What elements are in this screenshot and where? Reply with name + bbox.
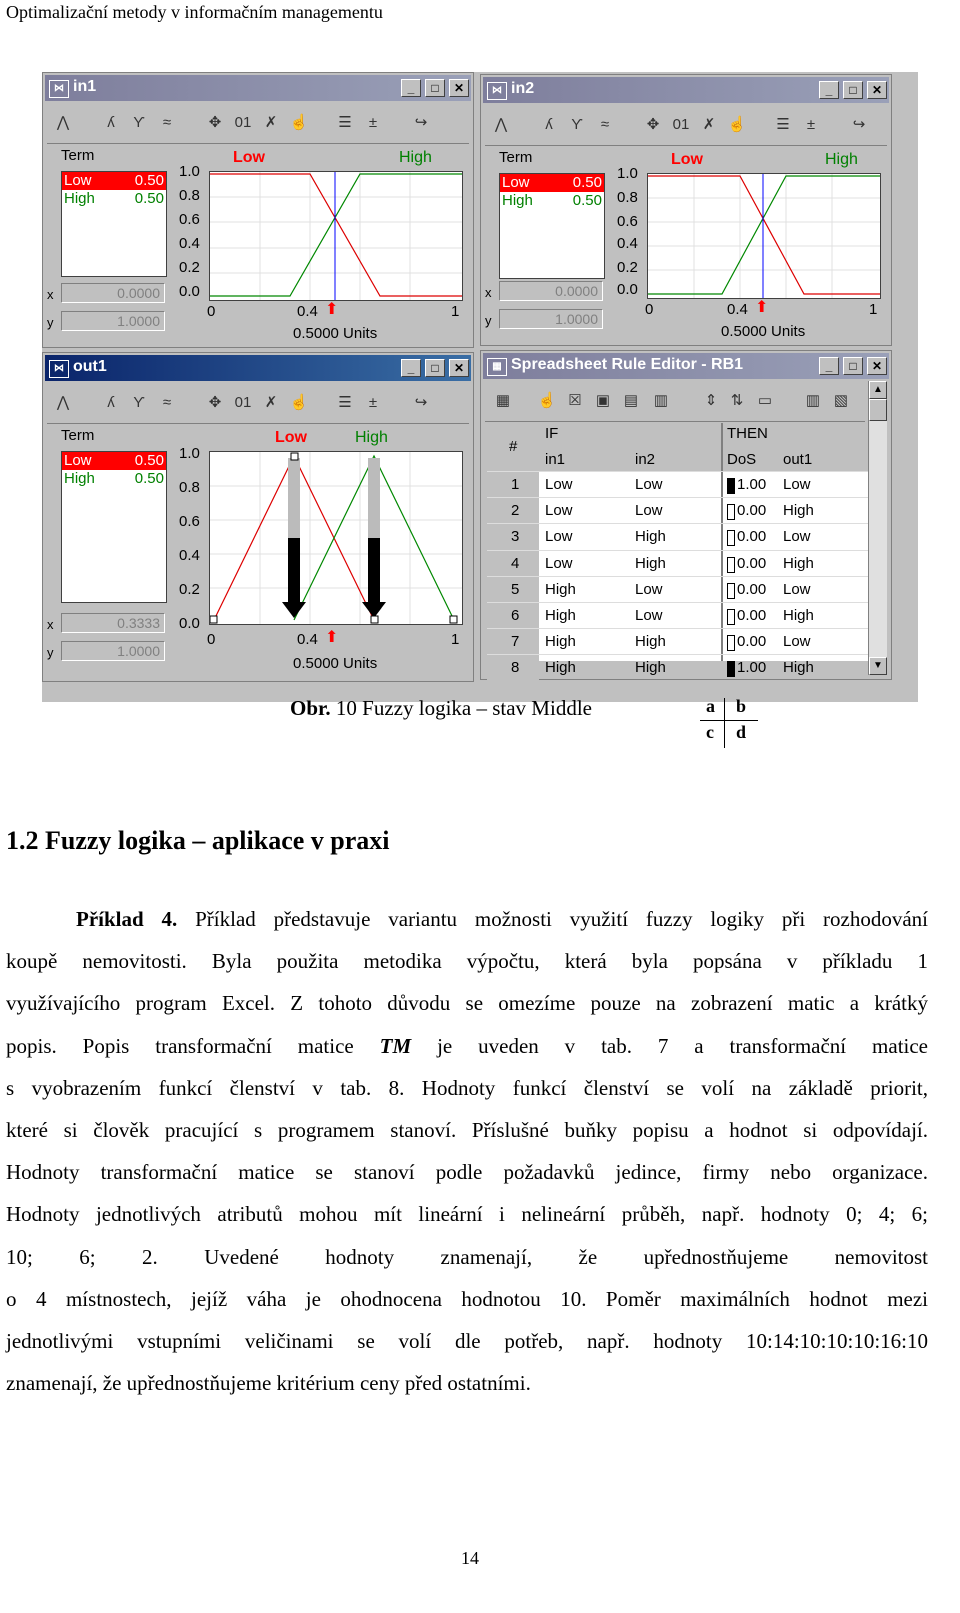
table-row[interactable] (487, 471, 869, 498)
rule-in1[interactable]: High (545, 580, 576, 598)
rule-in2[interactable]: High (635, 633, 666, 651)
rule-dos[interactable]: 1.00 (737, 476, 767, 493)
rule-in1[interactable]: High (545, 633, 576, 651)
caption-label: Obr. (290, 696, 331, 720)
cursor-arrow-icon[interactable]: ⬆ (325, 301, 339, 318)
maximize-button[interactable]: □ (425, 79, 445, 97)
scroll-up-icon[interactable]: ▲ (869, 381, 887, 399)
titlebar-in1[interactable] (45, 75, 471, 101)
header-then: THEN (727, 425, 768, 442)
table2-icon[interactable]: ▥ (653, 392, 669, 409)
x-label: x (47, 617, 54, 632)
xtick-label: 0.4 (297, 303, 318, 320)
series-label-low: Low (671, 151, 703, 168)
body-paragraph (6, 898, 928, 1404)
fuzzy-app-icon: ⋈ (49, 360, 69, 378)
rule-table[interactable] (487, 423, 869, 677)
term-label: Term (61, 427, 95, 444)
x-field[interactable]: 0.3333 (61, 613, 165, 633)
rule-dos[interactable]: 0.00 (737, 554, 767, 572)
window-icon[interactable]: ▭ (757, 392, 773, 409)
y-field[interactable]: 1.0000 (61, 641, 165, 661)
window-title: in2 (511, 80, 535, 97)
table-icon[interactable]: ▤ (623, 392, 639, 409)
text-line: znamenají, že upřednostňujeme kritérium ceny před ostatními. (6, 1371, 531, 1396)
term-list[interactable] (61, 451, 167, 603)
rule-out1[interactable]: High (783, 554, 814, 572)
rule-in2[interactable]: Low (635, 476, 663, 493)
xtick-label: 0 (207, 303, 216, 320)
cross-icon[interactable]: ✗ (264, 114, 278, 131)
plus-minus-icon[interactable]: ± (806, 116, 816, 133)
rule-in1[interactable]: Low (545, 528, 573, 546)
series-label-high: High (825, 151, 858, 168)
scroll-down-icon[interactable]: ▼ (869, 657, 887, 675)
ytick-label: 0.4 (179, 547, 200, 564)
rule-in1[interactable]: Low (545, 502, 573, 520)
titlebar-out1[interactable] (45, 355, 471, 381)
header-in1[interactable]: in1 (545, 451, 566, 468)
units-label: 0.5000 Units (721, 323, 806, 340)
term-row-low[interactable]: Low 0.50 (502, 174, 602, 191)
move-icon[interactable]: ✥ (208, 394, 222, 411)
toolbar (47, 105, 469, 144)
updown-icon[interactable]: ⇕ (704, 392, 718, 409)
hand-icon[interactable]: ☝ (289, 114, 309, 131)
dos-gauge-icon (727, 530, 735, 546)
edit-term-icon[interactable]: ⋀ (494, 116, 508, 133)
window-rule-editor (480, 350, 892, 680)
table-row[interactable] (487, 523, 869, 550)
plus-minus-icon[interactable]: ± (368, 114, 378, 131)
ytick-label: 0.4 (179, 235, 200, 252)
series-low-line (210, 174, 462, 296)
key-c: c (706, 722, 714, 742)
ytick-label: 0.2 (179, 259, 200, 276)
text-line: o 4 místnostech, jejíž váha je ohodnocena hodnotou 10. Poměr maximálních hodnot mezi (6, 1286, 928, 1311)
clear-icon[interactable]: ☒ (568, 392, 582, 409)
low-degree-bar-filled (288, 538, 300, 604)
xtick-label: 0 (207, 631, 216, 648)
close-button[interactable]: ✕ (867, 357, 887, 375)
rule-dos[interactable]: 0.00 (737, 580, 767, 598)
hand-icon[interactable]: ☝ (537, 392, 557, 409)
ytick-label: 0.6 (179, 211, 200, 228)
shape3-icon[interactable]: ≈ (600, 116, 610, 133)
dos-gauge-icon (727, 557, 735, 573)
rule-out1[interactable]: High (783, 607, 814, 624)
xtick-label: 1 (451, 303, 460, 320)
table-row[interactable] (487, 602, 869, 629)
xtick-label: 1 (451, 631, 460, 648)
rule-out1[interactable]: High (783, 659, 814, 677)
y-label: y (485, 313, 492, 328)
toolbar (485, 383, 865, 422)
ytick-label: 0.8 (179, 187, 200, 204)
series-high-line (210, 174, 462, 296)
rule-in1[interactable]: Low (545, 476, 573, 493)
shape-icon[interactable]: ʎ (545, 116, 553, 133)
text-line: popis. Popis transformační matice TM je uveden v tab. 7 a transformační matice (6, 1033, 929, 1058)
arrow-icon[interactable]: ↪ (852, 116, 866, 133)
range-icon[interactable]: 01 (672, 116, 690, 133)
rule-number[interactable]: 5 (511, 580, 520, 598)
rule-number[interactable]: 8 (511, 659, 520, 677)
section-heading: 1.2 Fuzzy logika – aplikace v praxi (6, 826, 390, 855)
spreadsheet-icon: ▦ (487, 358, 507, 376)
value-icon[interactable]: ▣ (595, 392, 611, 409)
table-row[interactable] (487, 497, 869, 524)
edit-term-icon[interactable]: ⋀ (56, 114, 70, 131)
ytick-label: 1.0 (617, 165, 638, 182)
text-line: Hodnoty transformační matice se stanoví podle požadavků jedince, firmy nebo organizace. (6, 1160, 928, 1185)
hand-icon[interactable]: ☝ (727, 116, 747, 133)
hand-icon[interactable]: ☝ (289, 394, 309, 411)
maximize-button[interactable]: □ (425, 359, 445, 377)
table-row[interactable] (487, 576, 869, 603)
dos-gauge-icon (727, 583, 735, 599)
minimize-button[interactable]: _ (401, 79, 421, 97)
header-out1[interactable]: out1 (783, 451, 813, 468)
toolbar (485, 107, 887, 146)
minimize-button[interactable]: _ (819, 357, 839, 375)
caption-text: 10 Fuzzy logika – stav Middle (335, 696, 592, 720)
high-degree-bar (368, 458, 380, 538)
close-button[interactable]: ✕ (449, 79, 469, 97)
chart-icon[interactable]: ▥ (805, 392, 821, 409)
titlebar-rule-editor[interactable] (483, 353, 889, 379)
toolbar (47, 385, 469, 424)
units-label: 0.5000 Units (293, 325, 378, 342)
dos-gauge-icon (727, 478, 735, 494)
rule-in2[interactable]: Low (635, 580, 663, 598)
series-label-high: High (355, 429, 388, 446)
high-degree-bar-filled (368, 538, 380, 604)
header-num: # (509, 438, 518, 455)
header-in2[interactable]: in2 (635, 451, 656, 468)
xtick-label: 0.4 (727, 301, 748, 318)
series-high-line (648, 176, 880, 294)
rule-out1[interactable]: Low (783, 476, 811, 493)
ytick-label: 0.2 (179, 581, 200, 598)
y-label: y (47, 645, 54, 660)
ytick-label: 0.6 (617, 213, 638, 230)
ytick-label: 1.0 (179, 163, 200, 180)
ytick-label: 0.0 (617, 281, 638, 298)
x-field[interactable]: 0.0000 (61, 283, 165, 303)
ytick-label: 0.6 (179, 513, 200, 530)
text-line: koupě nemovitosti. Byla použita metodika výpočtu, která byla popsána v příkladu 1 (6, 949, 928, 974)
figure-key (700, 698, 758, 748)
cursor-arrow-icon[interactable]: ⬆ (755, 299, 769, 316)
rule-number[interactable]: 7 (511, 633, 520, 651)
rule-in2[interactable]: High (635, 528, 666, 546)
fuzzy-app-icon: ⋈ (487, 82, 507, 100)
text-line: které si člověk pracující s programem stanoví. Příslušné buňky popisu a hodnot si odpovídají. (6, 1118, 928, 1143)
shape3-icon[interactable]: ≈ (162, 114, 172, 131)
rule-dos[interactable]: 1.00 (737, 659, 767, 677)
table-row[interactable] (487, 654, 869, 681)
low-degree-arrow-icon (282, 602, 306, 618)
term-list[interactable] (499, 173, 605, 279)
rule-out1[interactable]: Low (783, 633, 811, 651)
term-row-low[interactable]: Low 0.50 (64, 172, 164, 189)
list-icon[interactable]: ☰ (776, 116, 790, 133)
membership-plot-in1[interactable] (209, 171, 463, 301)
arrow-icon[interactable]: ↪ (414, 394, 428, 411)
shape2-icon[interactable]: ϒ (571, 116, 583, 133)
rule-in1[interactable]: High (545, 607, 576, 624)
grid-icon[interactable]: ▦ (495, 392, 511, 409)
text-line: Příklad 4. Příklad představuje variantu možnosti využití fuzzy logiky při rozhodování (76, 907, 928, 931)
text-line: využívajícího program Excel. Z tohoto důvodu se omezíme pouze na zobrazení matic a krátký (6, 991, 928, 1016)
close-button[interactable]: ✕ (449, 359, 469, 377)
xtick-label: 0.4 (297, 631, 318, 648)
rule-in2[interactable]: High (635, 659, 666, 677)
ytick-label: 0.8 (179, 479, 200, 496)
cursor-arrow-icon[interactable]: ⬆ (325, 629, 339, 646)
window-title: Spreadsheet Rule Editor - RB1 (511, 356, 744, 373)
shape2-icon[interactable]: ϒ (133, 114, 145, 131)
rule-dos[interactable]: 0.00 (737, 633, 767, 651)
ytick-label: 0.2 (617, 259, 638, 276)
series-label-low: Low (233, 149, 265, 166)
series-label-low: Low (275, 429, 307, 446)
maximize-button[interactable]: □ (843, 357, 863, 375)
text-line: jednotlivými vstupními veličinami se volí dle potřeb, např. hodnoty 10:14:10:10:10:16:10 (6, 1329, 928, 1354)
rule-in2[interactable]: High (635, 554, 666, 572)
dos-gauge-icon (727, 504, 735, 520)
term-label: Term (61, 147, 95, 164)
shape-icon[interactable]: ʎ (107, 114, 115, 131)
figure-screenshots (42, 72, 918, 702)
scroll-thumb[interactable] (869, 399, 887, 421)
window-out1 (42, 352, 474, 682)
ytick-label: 0.8 (617, 189, 638, 206)
term-row-high[interactable]: High 0.50 (64, 470, 164, 487)
ytick-label: 1.0 (179, 445, 200, 462)
chart2-icon[interactable]: ▧ (833, 392, 849, 409)
x-label: x (485, 285, 492, 300)
rule-number[interactable]: 1 (511, 476, 520, 493)
y-field[interactable]: 1.0000 (61, 311, 165, 331)
edit-term-icon[interactable]: ⋀ (56, 394, 70, 411)
vertical-scrollbar[interactable] (868, 381, 887, 675)
arrow-icon[interactable]: ↪ (414, 114, 428, 131)
units-label: 0.5000 Units (293, 655, 378, 672)
rule-out1[interactable]: Low (783, 580, 811, 598)
rule-dos[interactable]: 0.00 (737, 502, 767, 520)
shape2-icon[interactable]: ϒ (133, 394, 145, 411)
table-row[interactable] (487, 628, 869, 655)
range-icon[interactable]: 01 (234, 114, 252, 131)
key-a: a (706, 696, 715, 716)
rule-number[interactable]: 2 (511, 502, 520, 520)
figure-caption (290, 696, 592, 721)
ytick-label: 0.4 (617, 235, 638, 252)
running-header: Optimalizační metody v informačním managementu (6, 2, 383, 22)
rule-dos[interactable]: 0.00 (737, 607, 767, 624)
cross-icon[interactable]: ✗ (264, 394, 278, 411)
window-in2 (480, 74, 892, 346)
rule-in1[interactable]: Low (545, 554, 573, 572)
x-field[interactable]: 0.0000 (499, 281, 603, 301)
rule-number[interactable]: 3 (511, 528, 520, 546)
rule-in1[interactable]: High (545, 659, 576, 677)
window-in1 (42, 72, 474, 348)
range-icon[interactable]: 01 (234, 394, 252, 411)
dos-gauge-icon (727, 661, 735, 677)
plus-minus-icon[interactable]: ± (368, 394, 378, 411)
series-label-high: High (399, 149, 432, 166)
y-field[interactable]: 1.0000 (499, 309, 603, 329)
membership-plot-in2[interactable] (647, 173, 881, 299)
rule-number[interactable]: 6 (511, 607, 520, 624)
key-d: d (736, 722, 747, 742)
move-icon[interactable]: ✥ (646, 116, 660, 133)
minimize-button[interactable]: _ (819, 81, 839, 99)
membership-plot-out1[interactable] (209, 451, 463, 625)
dos-gauge-icon (727, 635, 735, 651)
term-row-high[interactable]: High 0.50 (64, 190, 164, 207)
shape-icon[interactable]: ʎ (107, 394, 115, 411)
text-line: s vyobrazením funkcí členství v tab. 8. Hodnoty funkcí členství se volí na základě priorit, (6, 1075, 928, 1100)
minimize-button[interactable]: _ (401, 359, 421, 377)
term-list[interactable] (61, 171, 167, 277)
fuzzy-app-icon: ⋈ (49, 80, 69, 98)
header-if: IF (545, 425, 559, 442)
sort-icon[interactable]: ⇅ (730, 392, 744, 409)
maximize-button[interactable]: □ (843, 81, 863, 99)
xtick-label: 0 (645, 301, 654, 318)
term-row-high[interactable]: High 0.50 (502, 192, 602, 209)
dos-gauge-icon (727, 609, 735, 625)
y-label: y (47, 315, 54, 330)
term-row-low[interactable]: Low 0.50 (64, 452, 164, 469)
rule-in2[interactable]: Low (635, 607, 663, 624)
list-icon[interactable]: ☰ (338, 114, 352, 131)
ytick-label: 0.0 (179, 283, 200, 300)
ytick-label: 0.0 (179, 615, 200, 632)
rule-out1[interactable]: High (783, 502, 814, 520)
header-dos[interactable]: DoS (727, 451, 757, 468)
shape3-icon[interactable]: ≈ (162, 394, 172, 411)
page-number: 14 (461, 1548, 479, 1568)
table-row[interactable] (487, 550, 869, 577)
move-icon[interactable]: ✥ (208, 114, 222, 131)
window-title: in1 (73, 78, 97, 95)
close-button[interactable]: ✕ (867, 81, 887, 99)
text-line: Hodnoty jednotlivých atributů mohou mít lineární i nelineární průběh, např. hodnoty 0; 4; 6; (6, 1202, 928, 1227)
cross-icon[interactable]: ✗ (702, 116, 716, 133)
xtick-label: 1 (869, 301, 878, 318)
key-b: b (736, 696, 747, 716)
window-title: out1 (73, 358, 107, 375)
x-label: x (47, 287, 54, 302)
low-degree-bar (288, 458, 300, 538)
list-icon[interactable]: ☰ (338, 394, 352, 411)
rule-number[interactable]: 4 (511, 554, 520, 572)
text-line: 10; 6; 2. Uvedené hodnoty znamenají, že upřednostňujeme nemovitost (6, 1244, 928, 1269)
titlebar-in2[interactable] (483, 77, 889, 103)
rule-dos[interactable]: 0.00 (737, 528, 767, 546)
rule-out1[interactable]: Low (783, 528, 811, 546)
rule-in2[interactable]: Low (635, 502, 663, 520)
series-low-line (648, 176, 880, 294)
term-label: Term (499, 149, 533, 166)
